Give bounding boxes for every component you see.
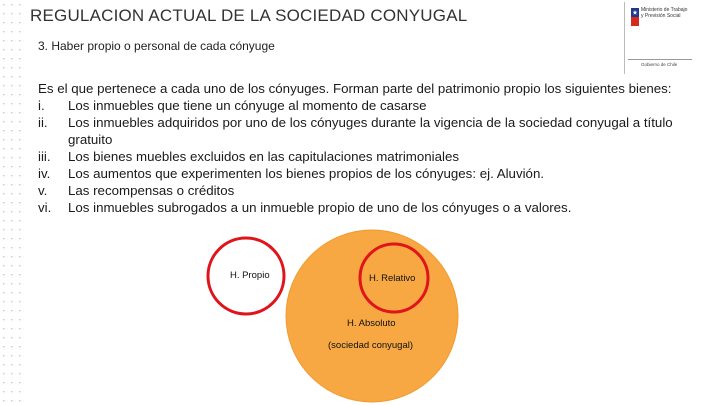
- decorative-dot: [11, 76, 12, 77]
- decorative-dot: [19, 247, 20, 248]
- decorative-dot: [3, 310, 4, 311]
- propio-label: H. Propio: [230, 270, 270, 281]
- decorative-dot: [19, 238, 20, 239]
- list-item-number: iv.: [38, 166, 51, 181]
- list-item-number: iii.: [38, 149, 51, 164]
- decorative-dot: [19, 328, 20, 329]
- decorative-dot: [19, 76, 20, 77]
- decorative-dot: [3, 148, 4, 149]
- decorative-dot: [3, 391, 4, 392]
- decorative-dot: [19, 220, 20, 221]
- logo-text: Ministerio de Trabajo y Previsión Social: [641, 7, 688, 19]
- decorative-dot: [3, 85, 4, 86]
- decorative-dot: [19, 85, 20, 86]
- decorative-dot: [11, 103, 12, 104]
- decorative-dot: [11, 13, 12, 14]
- decorative-dot: [19, 40, 20, 41]
- list-item: [38, 165, 706, 182]
- decorative-dot: [19, 373, 20, 374]
- decorative-dot: [11, 58, 12, 59]
- decorative-dot: [11, 220, 12, 221]
- decorative-dot: [3, 220, 4, 221]
- decorative-dot: [19, 22, 20, 23]
- decorative-dot: [19, 202, 20, 203]
- decorative-dot: [3, 40, 4, 41]
- list-item: [38, 114, 706, 148]
- decorative-dot: [11, 283, 12, 284]
- decorative-dot: [19, 355, 20, 356]
- decorative-dot: [3, 283, 4, 284]
- decorative-dot: [3, 49, 4, 50]
- decorative-dot: [3, 355, 4, 356]
- decorative-dot: [19, 193, 20, 194]
- absoluto-label: H. Absoluto: [347, 318, 396, 329]
- decorative-dot: [3, 382, 4, 383]
- property-list: [38, 97, 706, 216]
- list-item: [38, 97, 706, 114]
- decorative-dot: [3, 319, 4, 320]
- decorative-dot: [19, 112, 20, 113]
- list-item: [38, 199, 706, 216]
- decorative-dot: [19, 67, 20, 68]
- decorative-dot: [3, 292, 4, 293]
- decorative-dot: [19, 148, 20, 149]
- decorative-dot: [19, 211, 20, 212]
- decorative-dot: [3, 121, 4, 122]
- decorative-dot: [3, 328, 4, 329]
- decorative-dot: [11, 229, 12, 230]
- intro-paragraph: Es el que pertenece a cada uno de los cónyuges. Forman parte del patrimonio propio los siguientes bienes:: [38, 81, 672, 96]
- decorative-dot: [11, 121, 12, 122]
- decorative-dot: [3, 94, 4, 95]
- decorative-dot: [11, 40, 12, 41]
- decorative-dot: [11, 85, 12, 86]
- decorative-dot: [19, 13, 20, 14]
- diagram-shapes: [200, 228, 460, 403]
- list-item-number: ii.: [38, 115, 48, 130]
- decorative-dot: [3, 193, 4, 194]
- decorative-dot: [3, 301, 4, 302]
- decorative-dot: [11, 256, 12, 257]
- decorative-dot: [11, 148, 12, 149]
- decorative-dot: [11, 400, 12, 401]
- decorative-dot: [11, 274, 12, 275]
- ministry-logo: [624, 2, 694, 74]
- decorative-dot: [19, 256, 20, 257]
- decorative-dot: [3, 256, 4, 257]
- decorative-dot: [11, 22, 12, 23]
- decorative-dot: [19, 166, 20, 167]
- absoluto-circle: [286, 230, 458, 402]
- decorative-dot: [11, 49, 12, 50]
- decorative-dot: [3, 13, 4, 14]
- logo-divider: [628, 59, 692, 60]
- list-item: [38, 182, 706, 199]
- decorative-dot: [11, 391, 12, 392]
- decorative-dot: [3, 103, 4, 104]
- decorative-dot: [3, 22, 4, 23]
- decorative-dot: [3, 337, 4, 338]
- decorative-dot: [3, 346, 4, 347]
- decorative-dot: [11, 265, 12, 266]
- decorative-dot: [11, 184, 12, 185]
- decorative-dot: [19, 274, 20, 275]
- list-item-number: i.: [38, 98, 45, 113]
- decorative-dot: [19, 184, 20, 185]
- decorative-dot: [19, 121, 20, 122]
- decorative-dot: [19, 310, 20, 311]
- slide-title: REGULACION ACTUAL DE LA SOCIEDAD CONYUGAL: [30, 6, 468, 25]
- decorative-dot: [19, 400, 20, 401]
- decorative-dot: [19, 4, 20, 5]
- decorative-dot: [11, 202, 12, 203]
- decorative-dot: [19, 94, 20, 95]
- decorative-dot: [3, 400, 4, 401]
- decorative-dot: [11, 157, 12, 158]
- decorative-dot: [19, 103, 20, 104]
- decorative-dot: [11, 130, 12, 131]
- list-item-number: v.: [38, 183, 48, 198]
- decorative-dot: [11, 319, 12, 320]
- decorative-dot: [3, 373, 4, 374]
- decorative-dot: [3, 157, 4, 158]
- decorative-dot: [11, 31, 12, 32]
- patrimony-venn-diagram: [200, 228, 460, 403]
- decorative-dot: [3, 229, 4, 230]
- decorative-dot: [3, 130, 4, 131]
- decorative-dot: [11, 175, 12, 176]
- decorative-dot: [19, 283, 20, 284]
- decorative-dot: [19, 364, 20, 365]
- decorative-dot-grid: [0, 0, 22, 405]
- decorative-dot: [3, 238, 4, 239]
- decorative-dot: [3, 76, 4, 77]
- decorative-dot: [11, 166, 12, 167]
- decorative-dot: [19, 301, 20, 302]
- decorative-dot: [3, 184, 4, 185]
- list-item-number: vi.: [38, 200, 52, 215]
- decorative-dot: [11, 292, 12, 293]
- decorative-dot: [11, 139, 12, 140]
- decorative-dot: [3, 67, 4, 68]
- list-item-text: Los aumentos que experimenten los bienes propios de los cónyuges: ej. Aluvión.: [68, 166, 545, 181]
- list-item-text: Las recompensas o créditos: [68, 183, 235, 198]
- chile-flag-icon: [631, 8, 639, 26]
- content-body: [38, 80, 706, 216]
- decorative-dot: [19, 49, 20, 50]
- decorative-dot: [3, 4, 4, 5]
- decorative-dot: [11, 382, 12, 383]
- decorative-dot: [3, 364, 4, 365]
- decorative-dot: [3, 112, 4, 113]
- decorative-dot: [11, 94, 12, 95]
- decorative-dot: [11, 310, 12, 311]
- decorative-dot: [11, 211, 12, 212]
- decorative-dot: [11, 112, 12, 113]
- decorative-dot: [3, 265, 4, 266]
- decorative-dot: [19, 391, 20, 392]
- list-item-text: Los inmuebles adquiridos por uno de los cónyuges durante la vigencia de la sociedad conyugal a título gratuito: [68, 115, 673, 147]
- decorative-dot: [3, 31, 4, 32]
- decorative-dot: [11, 355, 12, 356]
- decorative-dot: [11, 247, 12, 248]
- list-item-text: Los inmuebles que tiene un cónyuge al momento de casarse: [68, 98, 427, 113]
- absoluto-sublabel: (sociedad conyugal): [328, 340, 414, 351]
- list-item: [38, 148, 706, 165]
- decorative-dot: [19, 382, 20, 383]
- decorative-dot: [3, 274, 4, 275]
- slide-subtitle: 3. Haber propio o personal de cada cónyuge: [38, 39, 275, 53]
- decorative-dot: [19, 139, 20, 140]
- decorative-dot: [19, 292, 20, 293]
- decorative-dot: [3, 247, 4, 248]
- decorative-dot: [19, 319, 20, 320]
- decorative-dot: [3, 166, 4, 167]
- decorative-dot: [3, 58, 4, 59]
- decorative-dot: [11, 67, 12, 68]
- decorative-dot: [11, 337, 12, 338]
- decorative-dot: [11, 346, 12, 347]
- decorative-dot: [19, 175, 20, 176]
- decorative-dot: [3, 175, 4, 176]
- decorative-dot: [11, 301, 12, 302]
- decorative-dot: [11, 364, 12, 365]
- decorative-dot: [19, 58, 20, 59]
- decorative-dot: [19, 346, 20, 347]
- decorative-dot: [19, 31, 20, 32]
- decorative-dot: [3, 139, 4, 140]
- decorative-dot: [19, 337, 20, 338]
- decorative-dot: [11, 373, 12, 374]
- logo-footer: Gobierno de Chile: [641, 62, 678, 67]
- decorative-dot: [3, 202, 4, 203]
- decorative-dot: [11, 193, 12, 194]
- list-item-text: Los bienes muebles excluidos en las capitulaciones matrimoniales: [68, 149, 459, 164]
- decorative-dot: [19, 229, 20, 230]
- decorative-dot: [19, 265, 20, 266]
- decorative-dot: [11, 328, 12, 329]
- decorative-dot: [19, 130, 20, 131]
- decorative-dot: [3, 211, 4, 212]
- decorative-dot: [11, 4, 12, 5]
- decorative-dot: [11, 238, 12, 239]
- list-item-text: Los inmuebles subrogados a un inmueble propio de uno de los cónyuges o a valores.: [68, 200, 572, 215]
- decorative-dot: [19, 157, 20, 158]
- relativo-label: H. Relativo: [369, 273, 416, 284]
